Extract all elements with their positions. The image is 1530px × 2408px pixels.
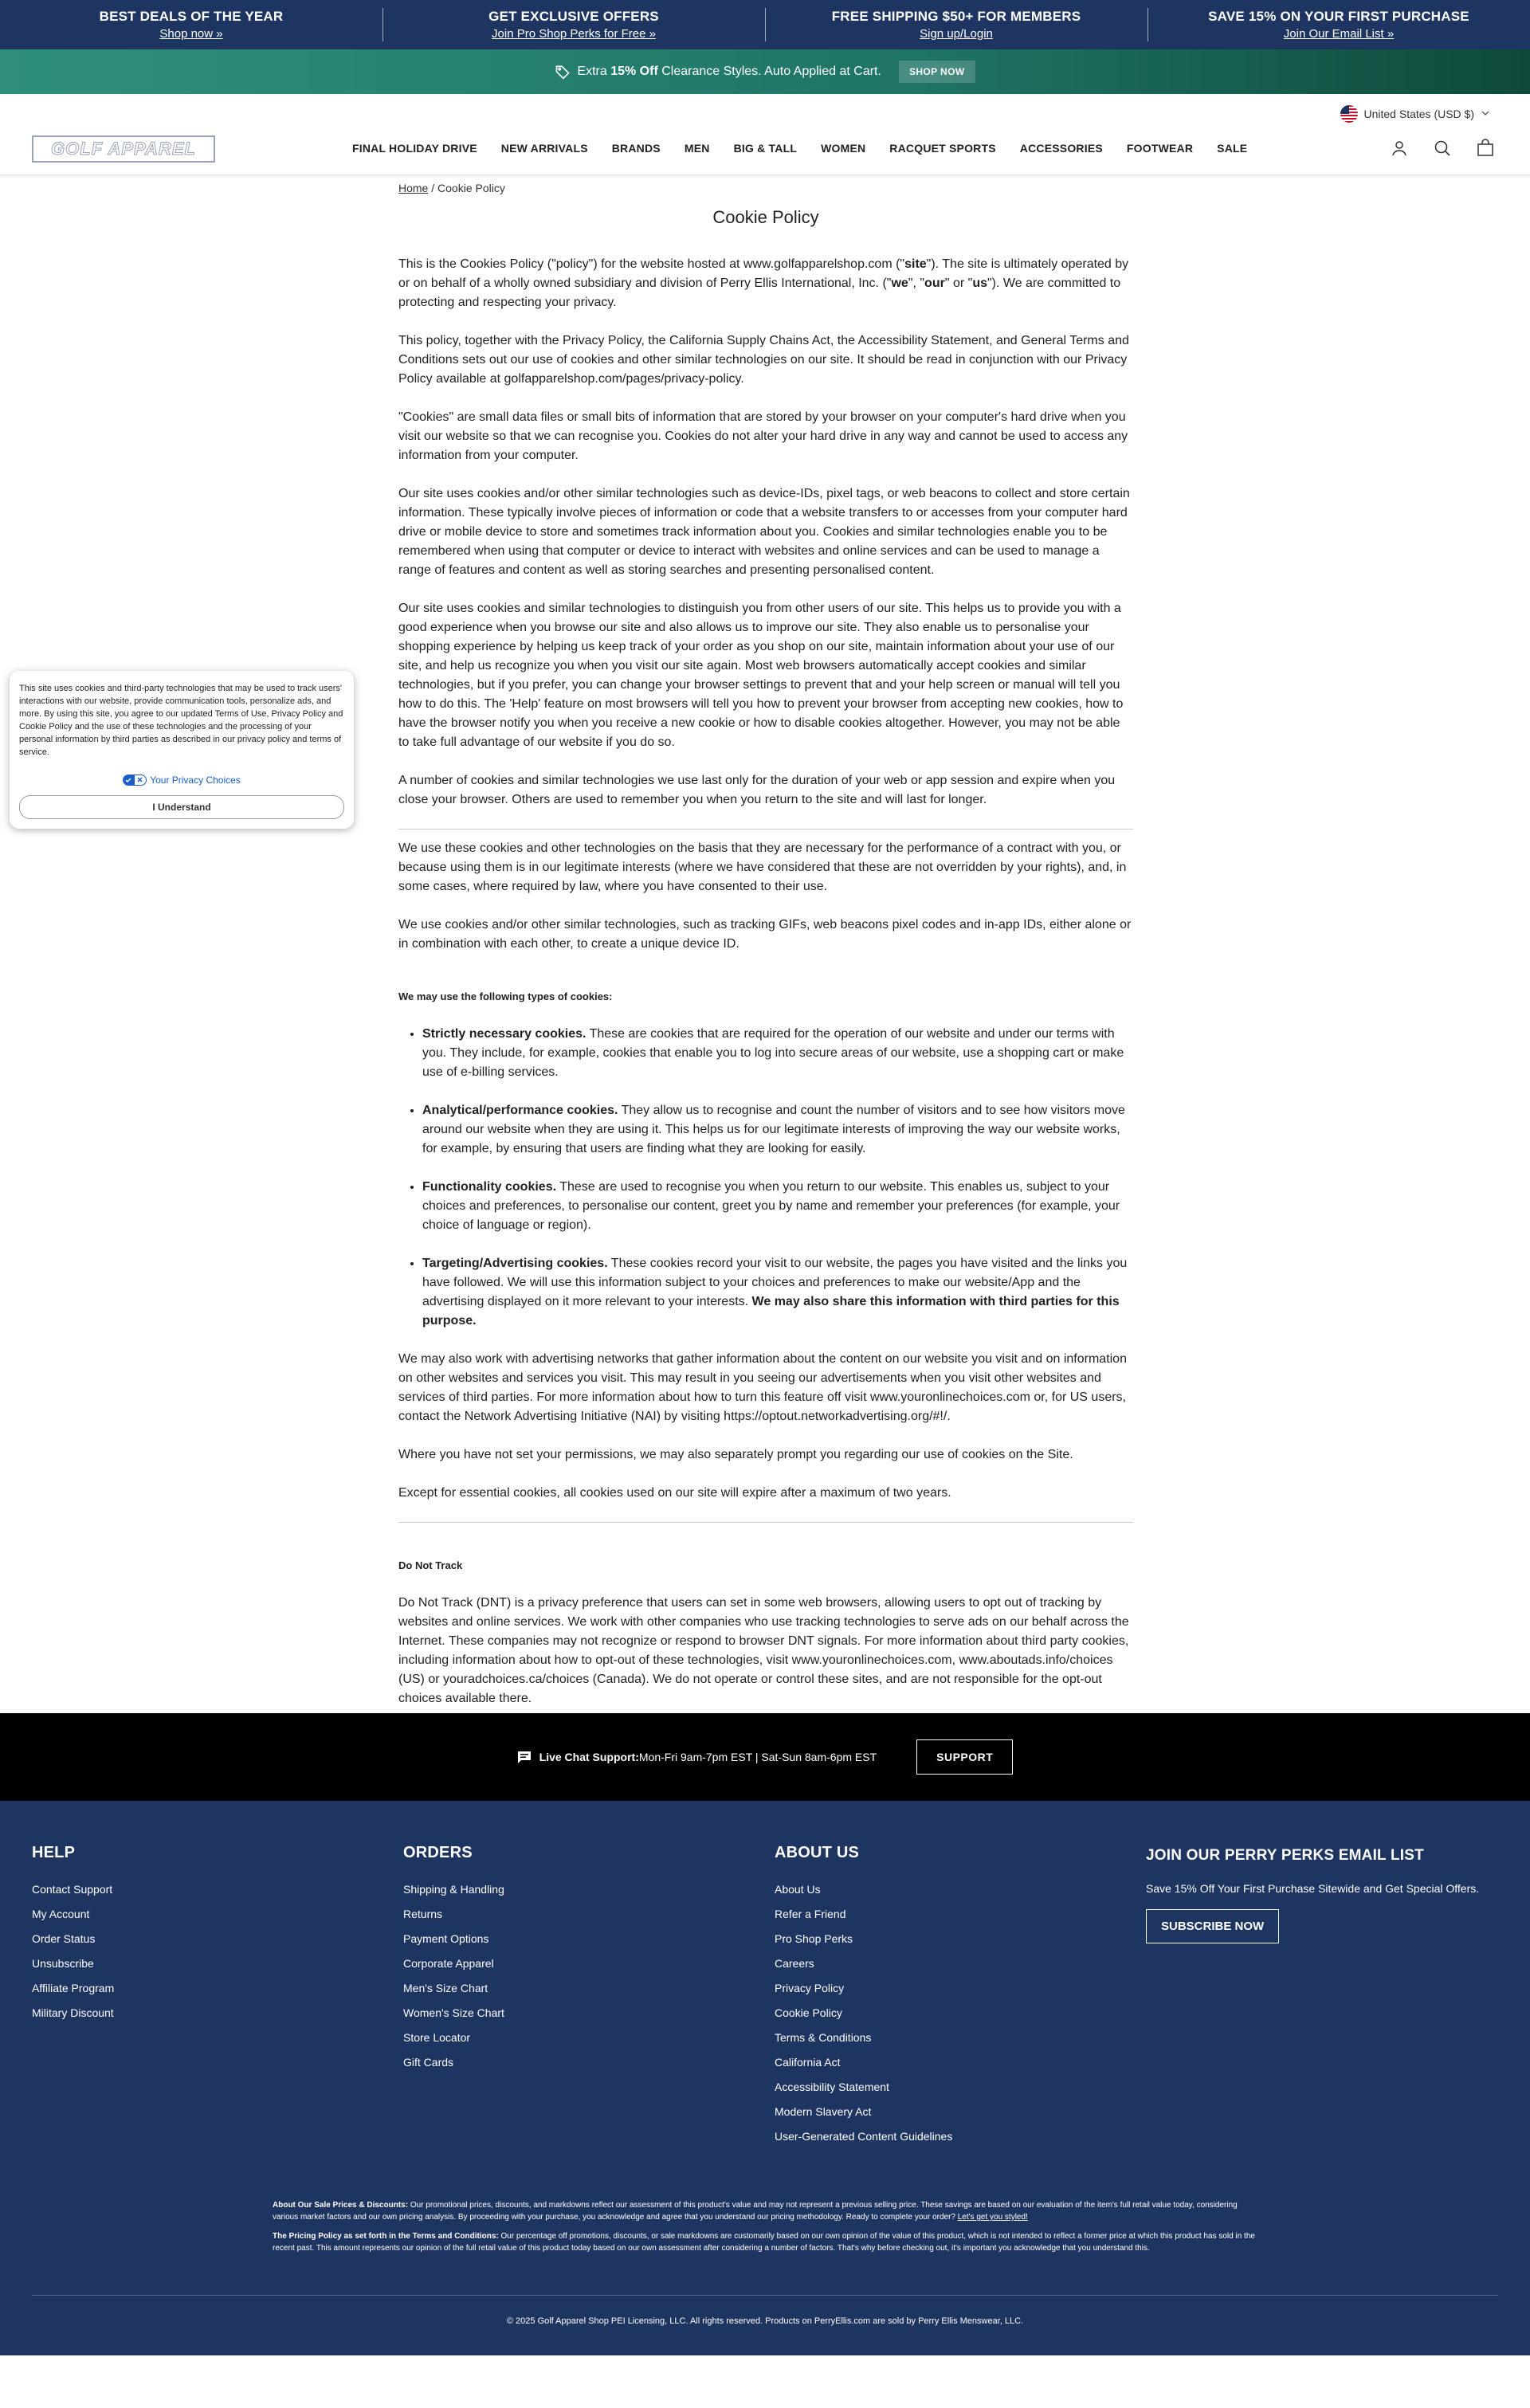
footer-col-email [1146,1844,1497,2155]
text-span: "). The site is ultimately operated by or on behalf of a wholly owned subsidiary and division of Perry Ellis International, Inc. (" [398,257,1129,290]
sale-prices-disclaimer [273,2199,1257,2223]
cookie-types-heading: We may use the following types of cookies: [398,990,613,1002]
intro-paragraph-6: A number of cookies and similar technologies we use last only for the duration of your web or app session and expire when you close your browser. Others are used to remember you when you return to the site and will last for longer. [398,774,1116,806]
list-item [422,1254,1133,1331]
footer-heading: ABOUT US [775,1844,860,1861]
footer-col-help [32,1844,403,2155]
styled-link[interactable]: Let's get you styled! [957,2213,1028,2222]
intro-paragraph-1 [398,255,1133,312]
footer-heading: ORDERS [403,1844,473,1861]
cookie-types-list [422,1025,1133,1331]
privacy-choices-label: Your Privacy Choices [150,775,241,786]
i-understand-button[interactable]: I Understand [19,795,344,819]
list-item [422,1178,1133,1235]
promo-link-email-list[interactable]: Join Our Email List » [1283,27,1395,41]
footer-link-military-discount[interactable]: Military Discount [32,2006,114,2019]
header-icons [1390,139,1495,158]
support-bar [0,1713,1530,1801]
footer-col-orders [403,1844,775,2155]
footer-columns [32,1844,1498,2155]
footer-col-about [775,1844,1146,2155]
intro-paragraph-4: Our site uses cookies and/or other similar technologies such as device-IDs, pixel tags, or web beacons to collect and store certain information. These typically involve pieces of information or code that a website transfers to or accesses from your computer hard drive or mobile device to store and sometimes track information about you. Cookies and similar technologies enable you to be remembered when using that computer or device to interact with websites and online services and can be used to manage a range of features and content as well as storing searches and presenting personalised content. [398,487,1130,577]
search-icon[interactable] [1433,139,1452,158]
cookie-type-name: Strictly necessary cookies. [422,1027,586,1041]
pricing-disclaimers [273,2199,1257,2261]
nav-racquet-sports[interactable]: RACQUET SPORTS [889,142,996,155]
promo-cell-offers [382,0,765,49]
promo-link-signup[interactable]: Sign up/Login [920,27,993,41]
footer-link-cookie-policy[interactable]: Cookie Policy [775,2006,842,2019]
breadcrumb-separator: / [428,182,438,194]
promo-link-shop-now[interactable]: Shop now » [159,27,223,41]
breadcrumb-current: Cookie Policy [437,182,505,194]
consent-text: This site uses cookies and third-party technologies that may be used to track users' interactions with our website, provide communication tools, personalize ads, and more. By using this site, you agree to our updated Terms of Use, Privacy Policy and Cookie Policy and the use of these technologies and the processing of your personal information by third parties as described in our privacy policy and terms of service. [19,684,343,757]
clearance-bar [0,49,1530,94]
advertising-networks-paragraph: We may also work with advertising networks that gather information about the content on our website you visit and on information on other websites and services you visit. This may result in you seeing our advertisements when you visit other websites and services of third parties. For more information about how to turn this feature off visit www.youronlinechoices.com or, for US users, contact the Network Advertising Initiative (NAI) by visiting https://optout.networkadvertising.org/#!/. [398,1352,1127,1423]
footer-link-returns[interactable]: Returns [403,1908,443,1920]
footer-link-order-status[interactable]: Order Status [32,1932,96,1945]
logo-text: GOLF APPAREL [51,139,196,159]
nav-footwear[interactable]: FOOTWEAR [1126,142,1194,155]
chat-icon [517,1750,532,1764]
footer-link-pro-shop-perks[interactable]: Pro Shop Perks [775,1932,853,1945]
nav-men[interactable]: MEN [684,142,710,155]
basis-paragraph-1: We use these cookies and other technologies on the basis that they are necessary for the performance of a contract with you, or because using them is in our legitimate interests (where we have considered that these are not overridden by your rights), and, in some cases, where required by law, where you have consented to their use. [398,841,1127,893]
shop-now-button[interactable]: SHOP NOW [899,61,975,83]
pricing-policy-disclaimer [273,2230,1257,2254]
breadcrumb [398,182,1133,194]
permissions-paragraph: Where you have not set your permissions, we may also separately prompt you regarding our use of cookies on the Site. [398,1448,1073,1461]
footer-link-gift-cards[interactable]: Gift Cards [403,2056,454,2069]
cookie-type-name: Analytical/performance cookies. [422,1104,618,1117]
footer-link-accessibility-statement[interactable]: Accessibility Statement [775,2081,889,2093]
footer-link-modern-slavery-act[interactable]: Modern Slavery Act [775,2105,872,2118]
clearance-text [577,65,881,79]
nav-final-holiday-drive[interactable]: FINAL HOLIDAY DRIVE [352,142,477,155]
disclaimer-label: The Pricing Policy as set forth in the Terms and Conditions: [273,2232,499,2241]
footer-link-corporate-apparel[interactable]: Corporate Apparel [403,1957,494,1970]
expiry-paragraph: Except for essential cookies, all cookies used on our site will expire after a maximum of two years. [398,1486,951,1500]
bold-site: site [904,257,927,271]
cookie-type-text: These are cookies that are required for the operation of our website and under our terms with you. They include, for example, cookies that enable you to log into secure areas of our website, use a shopping cart or make use of e-billing services. [422,1027,1124,1079]
text-span: "). We are committed to protecting and respecting your privacy. [398,276,1121,309]
email-signup-text: Save 15% Off Your First Purchase Sitewide and Get Special Offers. [1146,1882,1480,1895]
footer-link-refer-a-friend[interactable]: Refer a Friend [775,1908,846,1920]
footer-link-payment-options[interactable]: Payment Options [403,1932,489,1945]
site-header [0,94,1530,175]
footer-divider [32,2295,1498,2296]
main-nav [352,142,1271,155]
bold-us: us [972,276,987,290]
footer-heading: HELP [32,1844,76,1861]
footer-link-my-account[interactable]: My Account [32,1908,90,1920]
footer-link-affiliate-program[interactable]: Affiliate Program [32,1982,115,1994]
locale-label: United States (USD $) [1363,108,1474,120]
footer-link-womens-size-chart[interactable]: Women's Size Chart [403,2006,504,2019]
nav-accessories[interactable]: ACCESSORIES [1019,142,1103,155]
bold-our: our [924,276,945,290]
site-logo[interactable] [32,135,215,163]
breadcrumb-home[interactable]: Home [398,182,429,194]
cookie-type-text: They allow us to recognise and count the number of visitors and to see how visitors move around our website when they are using it. This helps us for our legitimate interests of improving the way our website works, for example, by ensuring that users are finding what they are looking for easily. [422,1104,1125,1155]
privacy-choices-link[interactable] [19,775,344,786]
promo-title: FREE SHIPPING $50+ FOR MEMBERS [831,9,1081,24]
price-tag-icon [555,64,571,80]
page-title: Cookie Policy [712,207,819,227]
copyright: © 2025 Golf Apparel Shop PEI Licensing, LLC. All rights reserved. Products on PerryEllis.com are sold by Perry Ellis Menswear, LLC. [506,2316,1024,2326]
text-span: ", " [908,276,925,290]
footer-link-california-act[interactable]: California Act [775,2056,841,2069]
footer-link-about-us[interactable]: About Us [775,1883,821,1896]
dnt-paragraph: Do Not Track (DNT) is a privacy preference that users can set in some web browsers, allowing users to opt out of tracking by websites and online services. We work with other companies who use tracking technologies to serve ads on our behalf across the Internet. These companies may not recognize or respond to browser DNT signals. For more information about third party cookies, including information about how to opt-out of these technologies, visit www.youronlinechoices.com, www.aboutads.info/choices (US) or youradchoices.ca/choices (Canada). We do not operate or control these sites, and are not responsible for the opt-out choices available there. [398,1596,1129,1705]
intro-paragraph-5: Our site uses cookies and similar technologies to distinguish you from other users of our site. This helps us to provide you with a good experience when you browse our site and also allows us to improve our site. They also enable us to personalise your shopping experience by helping us keep track of your order as you shop on our site, maintain information about your use of our site, and help us recognize you when you visit our site again. Most web browsers automatically accept cookies and similar technologies, but if you prefer, you can change your browser settings to prevent that and your help screen or manual will tell you how to do this. The 'Help' feature on most browsers will tell you how to prevent your browser from accepting new cookies, how to have the browser notify you when you receive a new cookie or how to disable cookies altogether. However, you may not be able to take full advantage of our website if you do so. [398,602,1124,749]
intro-paragraph-3: "Cookies" are small data files or small bits of information that are stored by your browser on your computer's hard drive when you visit our website so that we can recognise you. Cookies do not alter your hard drive in any way and cannot be used to access any information from your computer. [398,410,1128,462]
cookie-type-text: These are used to recognise you when you return to our website. This enables us, subject to your choices and preferences, to personalise our content, greet you by name and remember your preferences (for example, your choice of language or region). [422,1180,1120,1232]
main-content [398,175,1133,1708]
list-item [422,1101,1133,1159]
basis-paragraph-2: We use cookies and/or other similar technologies, such as tracking GIFs, web beacons pixel codes and in-app IDs, either alone or in combination with each other, to create a unique device ID. [398,918,1132,951]
footer-heading: JOIN OUR PERRY PERKS EMAIL LIST [1146,1847,1424,1864]
subscribe-now-button[interactable]: SUBSCRIBE NOW [1146,1909,1279,1943]
cookie-type-name: Targeting/Advertising cookies. [422,1257,608,1270]
footer-link-mens-size-chart[interactable]: Men's Size Chart [403,1982,488,1994]
disclaimer-label: About Our Sale Prices & Discounts: [273,2201,409,2210]
cookie-type-name: Functionality cookies. [422,1180,557,1194]
clearance-suffix: Clearance Styles. Auto Applied at Cart. [657,65,881,78]
cart-icon[interactable] [1476,139,1495,158]
footer-link-ugc-guidelines[interactable]: User-Generated Content Guidelines [775,2130,953,2143]
text-span: This is the Cookies Policy ("policy") for the website hosted at www.golfapparelshop.com (" [398,257,905,271]
promo-bar [0,0,1530,49]
promo-title: SAVE 15% ON YOUR FIRST PURCHASE [1208,9,1469,24]
nav-women[interactable]: WOMEN [821,142,866,155]
privacy-toggle-icon [123,775,147,786]
support-hours: Mon-Fri 9am-7pm EST | Sat-Sun 8am-6pm EST [638,1751,877,1763]
site-footer [0,1801,1530,2355]
account-icon[interactable] [1390,139,1409,158]
footer-link-careers[interactable]: Careers [775,1957,814,1970]
dnt-heading: Do Not Track [398,1559,463,1571]
nav-big-and-tall[interactable]: BIG & TALL [733,142,798,155]
section-divider [398,1522,1133,1523]
locale-selector[interactable] [1340,105,1491,123]
support-label: Live Chat Support: [539,1751,639,1763]
list-item [422,1025,1133,1082]
promo-link-join-perks[interactable]: Join Pro Shop Perks for Free » [492,27,656,41]
us-flag-icon [1340,105,1358,123]
clearance-prefix: Extra [577,65,611,78]
footer-link-contact-support[interactable]: Contact Support [32,1883,113,1896]
cookie-type-bold-tail: We may also share this information with third parties for this purpose. [422,1295,1120,1328]
promo-cell-shipping [765,0,1148,49]
footer-link-privacy-policy[interactable]: Privacy Policy [775,1982,845,1994]
nav-new-arrivals[interactable]: NEW ARRIVALS [500,142,588,155]
clearance-highlight: 15% Off [610,65,658,78]
disclaimer-text: Our promotional prices, discounts, and markdowns reflect our assessment of this product's value and may not represent a previous selling price. These savings are based on our evaluation of the item's full retail value today, considering various market factors and our own pricing analysis. By proceeding with your purchase, you acknowledge and agree that you understand our pricing methodology. Ready to complete your order? [273,2201,1238,2222]
promo-title: BEST DEALS OF THE YEAR [99,9,284,24]
footer-link-store-locator[interactable]: Store Locator [403,2031,471,2044]
promo-title: GET EXCLUSIVE OFFERS [488,9,659,24]
footer-link-terms-conditions[interactable]: Terms & Conditions [775,2031,872,2044]
footer-link-shipping[interactable]: Shipping & Handling [403,1883,504,1896]
nav-sale[interactable]: SALE [1217,142,1248,155]
cookie-type-text: These cookies record your visit to our website, the pages you have visited and the links you have followed. We will use this information subject to your choices and preferences to make our website/App and the advertising displayed on it more relevant to your interests. [422,1257,1128,1308]
nav-brands[interactable]: BRANDS [611,142,661,155]
promo-cell-deals [0,0,382,49]
cookie-consent-popup [10,671,354,829]
footer-link-unsubscribe[interactable]: Unsubscribe [32,1957,94,1970]
disclaimer-text: Our percentage off promotions, discounts, or sale markdowns are customarily based on our own opinion of the value of this product, which is not intended to reflect a former price at which this product has sold in the recent past. This amount represents our opinion of the full retail value of this product today based on our own assessment after considering a number of factors. That's why before checking out, it's important you acknowledge that you understand this. [273,2232,1255,2253]
bold-we: we [891,276,908,290]
text-span: " or " [944,276,973,290]
support-button[interactable]: SUPPORT [916,1739,1013,1775]
chevron-down-icon [1481,108,1490,120]
intro-paragraph-2: This policy, together with the Privacy Policy, the California Supply Chains Act, the Accessibility Statement, and General Terms and Conditions sets out our use of cookies and other similar technologies on our site. It should be read in conjunction with our Privacy Policy available at golfapparelshop.com/pages/privacy-policy. [398,334,1129,386]
promo-cell-email [1148,0,1530,49]
